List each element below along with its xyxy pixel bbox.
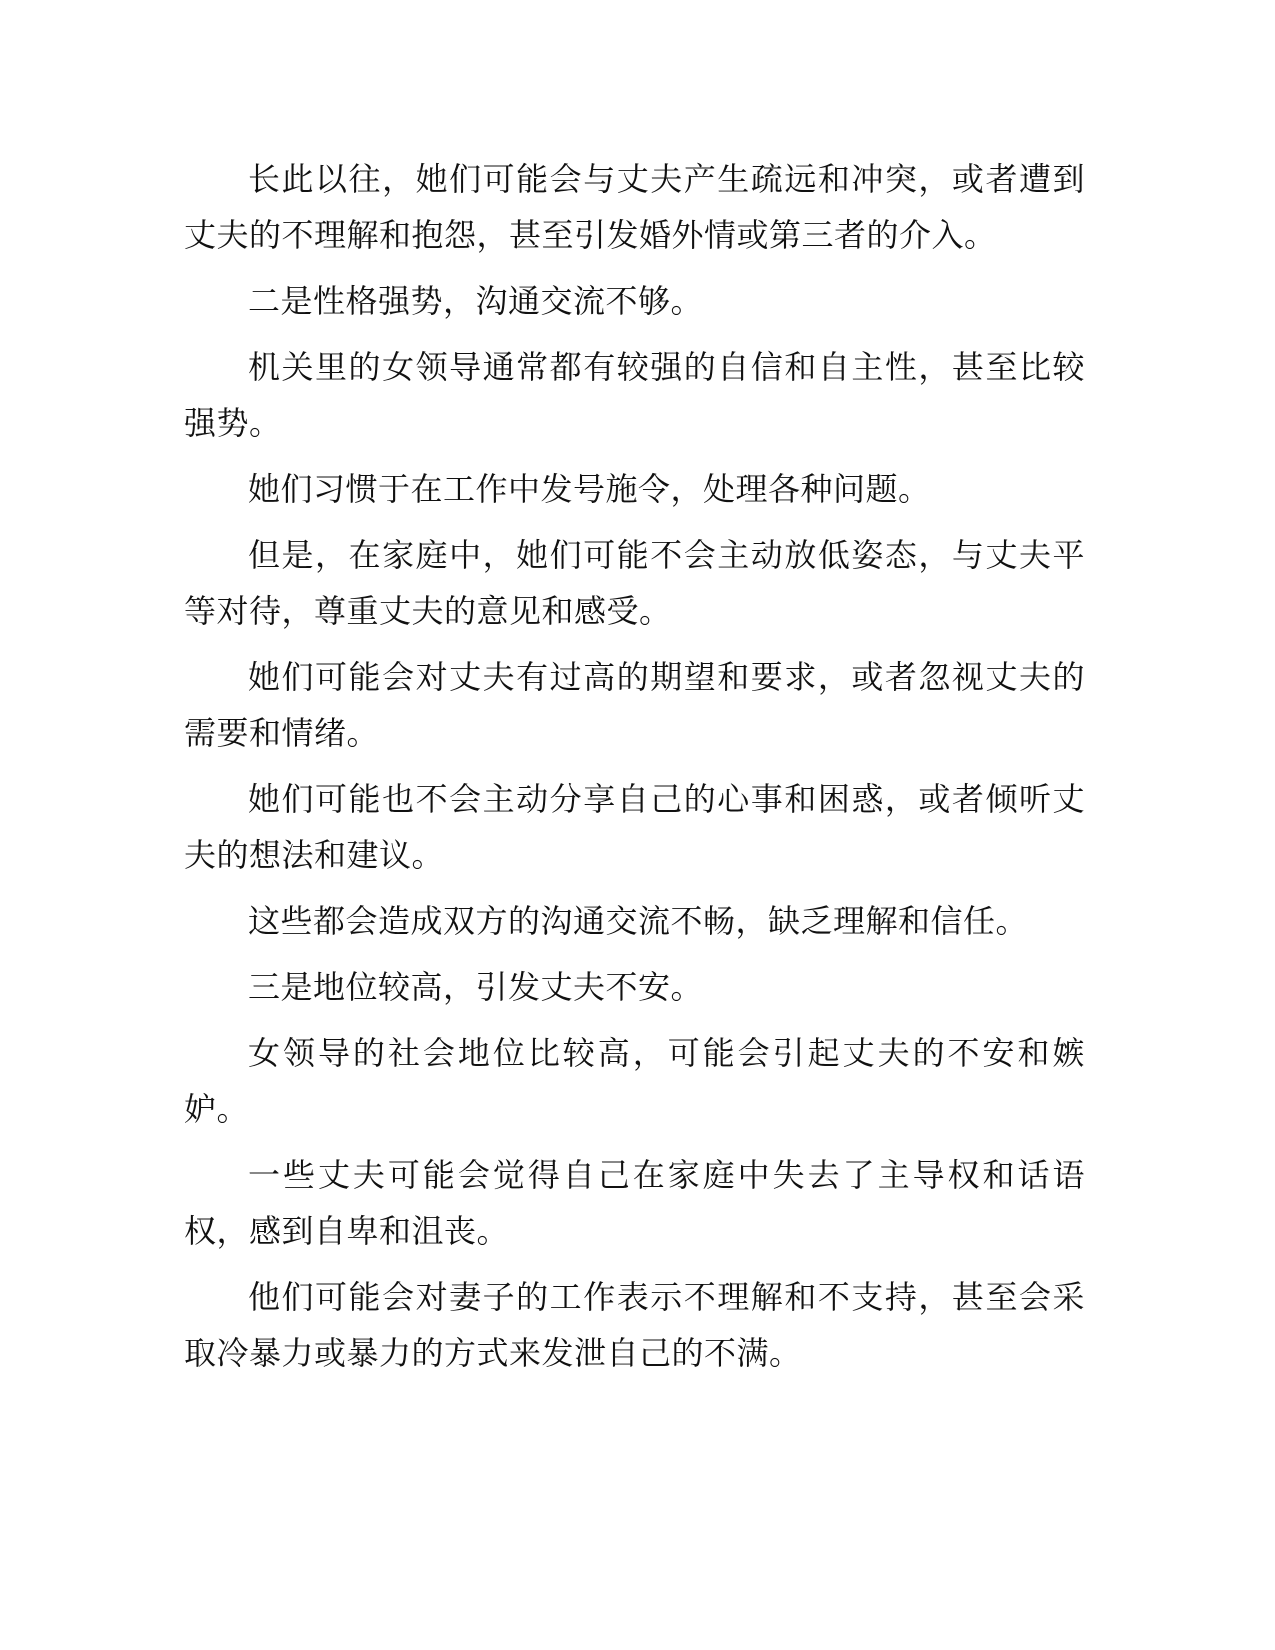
paragraph-3: 机关里的女领导通常都有较强的自信和自主性，甚至比较强势。 <box>184 348 1085 442</box>
document-body <box>184 151 1085 1391</box>
paragraph-8: 这些都会造成双方的沟通交流不畅，缺乏理解和信任。 <box>248 902 1029 940</box>
paragraph-9: 三是地位较高，引发丈夫不安。 <box>248 968 704 1006</box>
paragraph-12: 他们可能会对妻子的工作表示不理解和不支持，甚至会采取冷暴力或暴力的方式来发泄自己的不满。 <box>184 1278 1085 1372</box>
paragraph-2: 二是性格强势，沟通交流不够。 <box>248 282 704 320</box>
paragraph-11: 一些丈夫可能会觉得自己在家庭中失去了主导权和话语权，感到自卑和沮丧。 <box>184 1156 1085 1250</box>
paragraph-7: 她们可能也不会主动分享自己的心事和困惑，或者倾听丈夫的想法和建议。 <box>184 780 1085 874</box>
paragraph-5: 但是，在家庭中，她们可能不会主动放低姿态，与丈夫平等对待，尊重丈夫的意见和感受。 <box>184 536 1085 630</box>
paragraph-4: 她们习惯于在工作中发号施令，处理各种问题。 <box>248 470 931 508</box>
paragraph-6: 她们可能会对丈夫有过高的期望和要求，或者忽视丈夫的需要和情绪。 <box>184 658 1085 752</box>
paragraph-10: 女领导的社会地位比较高，可能会引起丈夫的不安和嫉妒。 <box>184 1034 1085 1128</box>
paragraph-1: 长此以往，她们可能会与丈夫产生疏远和冲突，或者遭到丈夫的不理解和抱怨，甚至引发婚外情或第三者的介入。 <box>184 160 1085 254</box>
